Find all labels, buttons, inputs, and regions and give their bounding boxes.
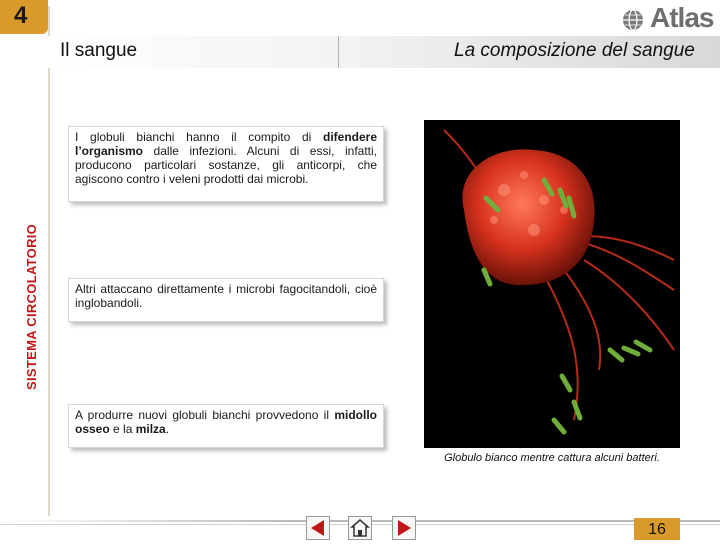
previous-page-button[interactable]: [306, 516, 330, 540]
text-box-phagocytosis: [68, 278, 384, 322]
text-box-production-bold2: milza: [135, 422, 166, 436]
text-box-production-part3: .: [165, 422, 170, 436]
text-box-defense-part2: dalle infezioni. Alcuni di essi, infatti, producono particolari sostanze, gli anticorpi, che agiscono contro i veleni prodotti dai microbi.: [75, 144, 377, 186]
text-box-defense-part1: I globuli bianchi hanno il compito di: [75, 130, 323, 144]
white-blood-cell-photo: [424, 120, 680, 448]
text-box-production-part1: A produrre nuovi globuli bianchi provvedono il: [75, 408, 335, 422]
chapter-tab: [0, 0, 48, 34]
text-box-phagocytosis-text: Altri attaccano direttamente i microbi fagocitandoli, cioè inglobandoli.: [75, 282, 377, 310]
text-box-defense-bold: difendere l’organismo: [75, 130, 377, 158]
triangle-right-icon: [393, 517, 415, 539]
page-number-box: [634, 518, 680, 540]
text-box-defense: [68, 126, 384, 202]
section-title: Il sangue: [60, 40, 138, 61]
brand-logo-text: Atlas: [650, 2, 714, 33]
triangle-left-icon: [307, 517, 329, 539]
globe-logo-icon: [620, 8, 646, 32]
side-section-label: SISTEMA CIRCOLATORIO: [24, 223, 39, 390]
chapter-number: 4: [14, 2, 28, 29]
next-page-button[interactable]: [392, 516, 416, 540]
page-number: 16: [648, 521, 666, 538]
home-button[interactable]: [348, 516, 372, 540]
brand-logo: [620, 4, 714, 34]
text-box-production-part2: e la: [109, 422, 136, 436]
white-blood-cell-illustration: [424, 120, 680, 448]
photo-caption: Globulo bianco mentre cattura alcuni batteri.: [444, 452, 660, 464]
home-icon: [349, 517, 371, 539]
text-box-production: [68, 404, 384, 448]
topic-title: La composizione del sangue: [454, 40, 695, 61]
header-divider: [338, 36, 339, 68]
left-rule: [48, 6, 50, 516]
text-box-production-bold1: midollo osseo: [75, 408, 377, 436]
